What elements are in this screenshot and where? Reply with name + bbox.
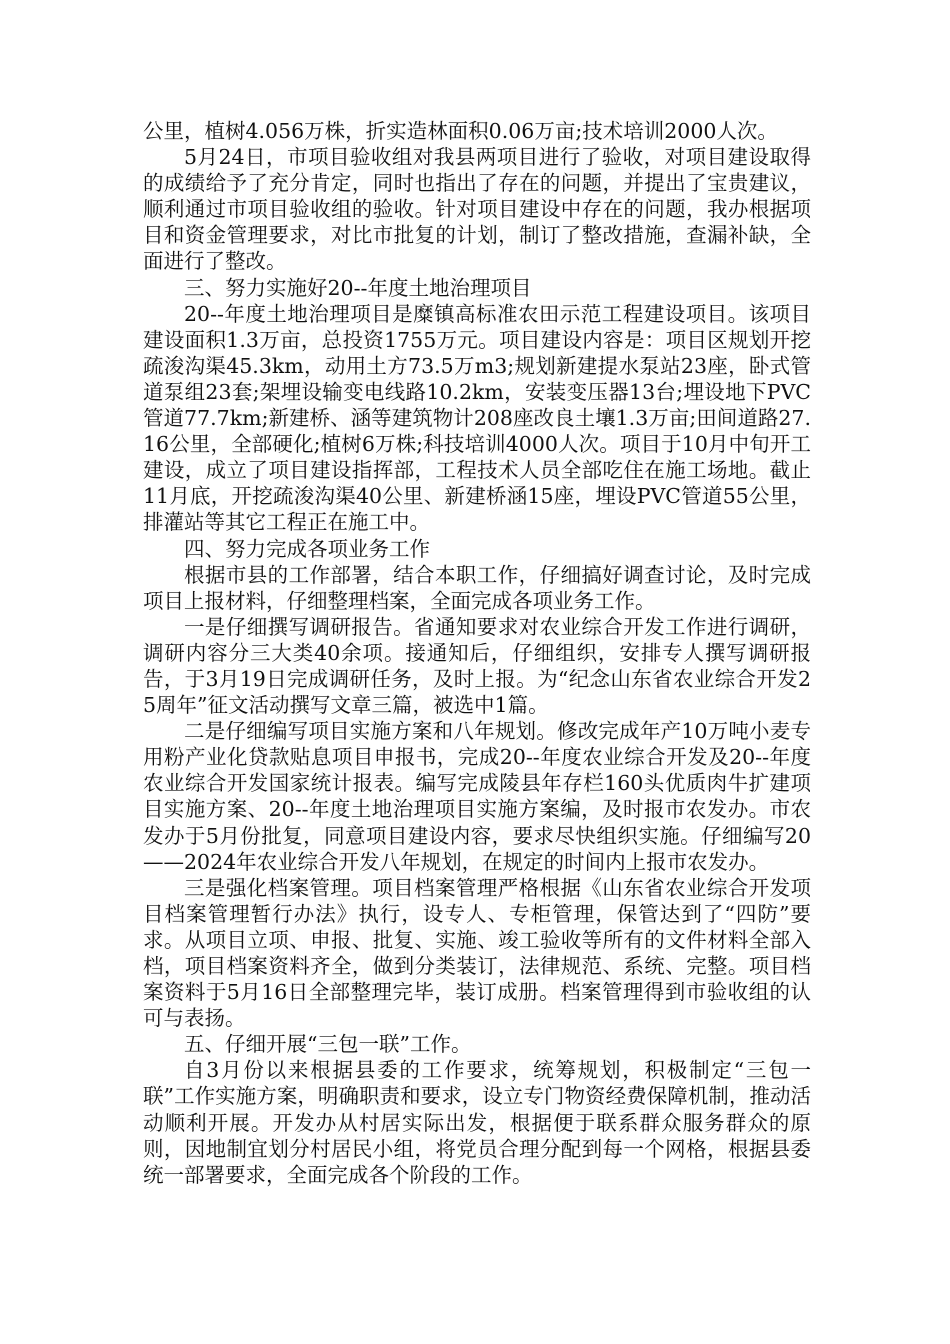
paragraph-plan-writing: 二是仔细编写项目实施方案和八年规划。修改完成年产10万吨小麦专用粉产业化贷款贴息项目申报书，完成20--年度农业综合开发及20--年度农业综合开发国家统计报表。编写完成陵县年存栏160头优质肉牛扩建项目实施方案、20--年度土地治理项目实施方案编，及时报市农发办。市农发办于5月份批复，同意项目建设内容，要求尽快组织实施。仔细编写20——2024年农业综合开发八年规划，在规定的时间内上报市农发办。 xyxy=(143,719,811,874)
section-heading-3: 三、努力实施好20--年度土地治理项目 xyxy=(184,275,532,300)
paragraph-research-report: 一是仔细撰写调研报告。省通知要求对农业综合开发工作进行调研，调研内容分三大类40余项。接通知后，仔细组织，安排专人撰写调研报告，于3月19日完成调研任务，及时上报。为“纪念山东省农业综合开发25周年”征文活动撰写文章三篇，被选中1篇。 xyxy=(143,614,811,718)
document-page xyxy=(143,118,811,1188)
section-heading-4: 四、努力完成各项业务工作 xyxy=(184,536,430,561)
paragraph-acceptance: 5月24日，市项目验收组对我县两项目进行了验收，对项目建设取得的成绩给予了充分肯定，同时也指出了存在的问题，并提出了宝贵建议，顺利通过市项目验收组的验收。针对项目建设中存在的问题，我办根据项目和资金管理要求，对比市批复的计划，制订了整改措施，查漏补缺，全面进行了整改。 xyxy=(143,145,811,274)
paragraph-three-one: 自3月份以来根据县委的工作要求，统筹规划，积极制定“三包一联”工作实施方案，明确职责和要求，设立专门物资经费保障机制，推动活动顺利开展。开发办从村居实际出发，根据便于联系群众服务群众的原则，因地制宜划分村居民小组，将党员合理分配到每一个网格，根据县委统一部署要求，全面完成各个阶段的工作。 xyxy=(143,1058,811,1187)
section-heading-5: 五、仔细开展“三包一联”工作。 xyxy=(184,1032,472,1057)
paragraph-land-project: 20--年度土地治理项目是糜镇高标准农田示范工程建设项目。该项目建设面积1.3万亩，总投资1755万元。项目建设内容是：项目区规划开挖疏浚沟渠45.3km，动用土方73.5万m3;规划新建提水泵站23座，卧式管道泵组23套;架埋设输变电线路10.2km，安装变压器13台;埋设地下PVC管道77.7km;新建桥、涵等建筑物计208座改良土壤1.3万亩;田间道路27.16公里，全部硬化;植树6万株;科技培训4000人次。项目于10月中旬开工建设，成立了项目建设指挥部，工程技术人员全部吃住在施工场地。截止11月底，开挖疏浚沟渠40公里、新建桥涵15座，埋设PVC管道55公里，排灌站等其它工程正在施工中。 xyxy=(143,301,811,535)
paragraph-archive-management: 三是强化档案管理。项目档案管理严格根据《山东省农业综合开发项目档案管理暂行办法》执行，设专人、专柜管理，保管达到了“四防”要求。从项目立项、申报、批复、实施、竣工验收等所有的文件材料全部入档，项目档案资料齐全，做到分类装订，法律规范、系统、完整。项目档案资料于5月16日全部整理完毕，装订成册。档案管理得到市验收组的认可与表扬。 xyxy=(143,875,811,1031)
paragraph-work-overview: 根据市县的工作部署，结合本职工作，仔细搞好调查讨论，及时完成项目上报材料，仔细整理档案，全面完成各项业务工作。 xyxy=(143,562,811,613)
paragraph-continuation: 公里，植树4.056万株，折实造林面积0.06万亩;技术培训2000人次。 xyxy=(143,119,778,143)
